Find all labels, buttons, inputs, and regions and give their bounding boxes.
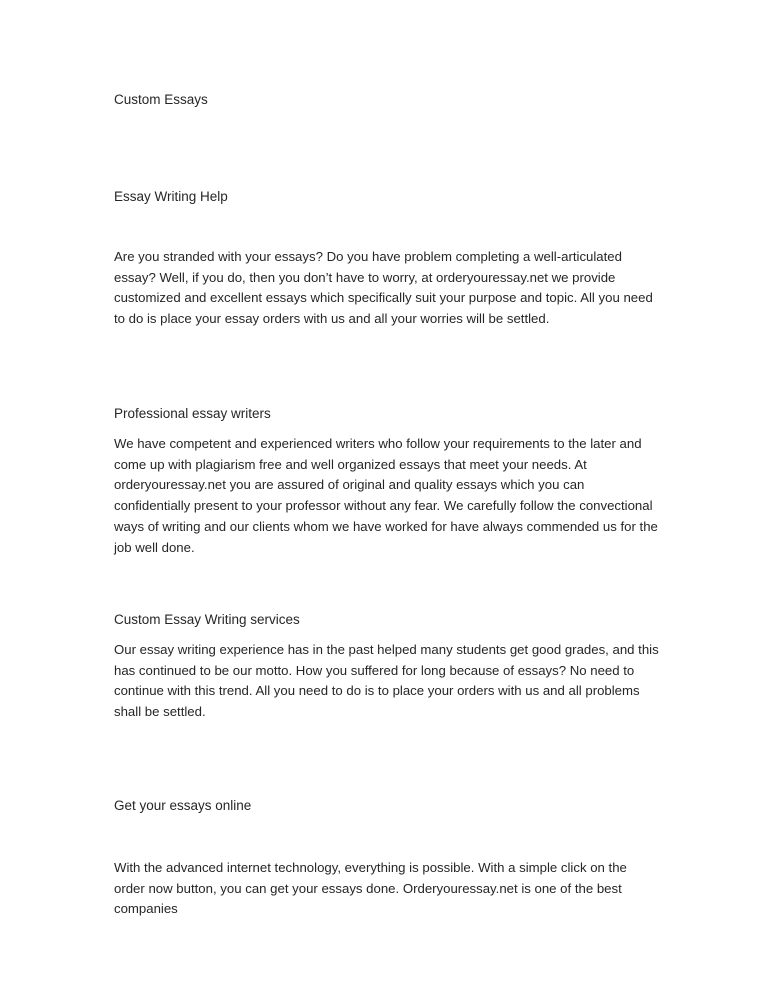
section-heading-custom-essay-writing-services: Custom Essay Writing services [114,612,300,627]
section-heading-custom-essays: Custom Essays [114,92,208,107]
paragraph-get-your-essays-online: With the advanced internet technology, everything is possible. With a simple click on the order now button, you can get your essays done. Orderyouressay.net is one of the best companies [114,860,627,917]
section-heading-get-your-essays-online: Get your essays online [114,798,252,813]
paragraph-custom-essay-writing-services: Our essay writing experience has in the past helped many students get good grades, and this has continued to be our motto. How you suffered for long because of essays? No need to continue with this trend. All you need to do is to place your orders with us and all problems shall be settled. [114,642,659,720]
section-heading-essay-writing-help: Essay Writing Help [114,189,228,204]
paragraph-professional-essay-writers: We have competent and experienced writers who follow your requirements to the later and come up with plagiarism free and well organized essays that meet your needs. At orderyouressay.net you are assured of original and quality essays which you can confidentially present to your professor without any fear. We carefully follow the convectional ways of writing and our clients whom we have worked for have always commended us for the job well done. [114,436,658,555]
paragraph-essay-writing-help: Are you stranded with your essays? Do you have problem completing a well-articulated essay? Well, if you do, then you don’t have to worry, at orderyouressay.net we provide customized and excellent essays which specifically suit your purpose and topic. All you need to do is place your essay orders with us and all your worries will be settled. [114,249,653,327]
section-heading-professional-essay-writers: Professional essay writers [114,406,271,421]
